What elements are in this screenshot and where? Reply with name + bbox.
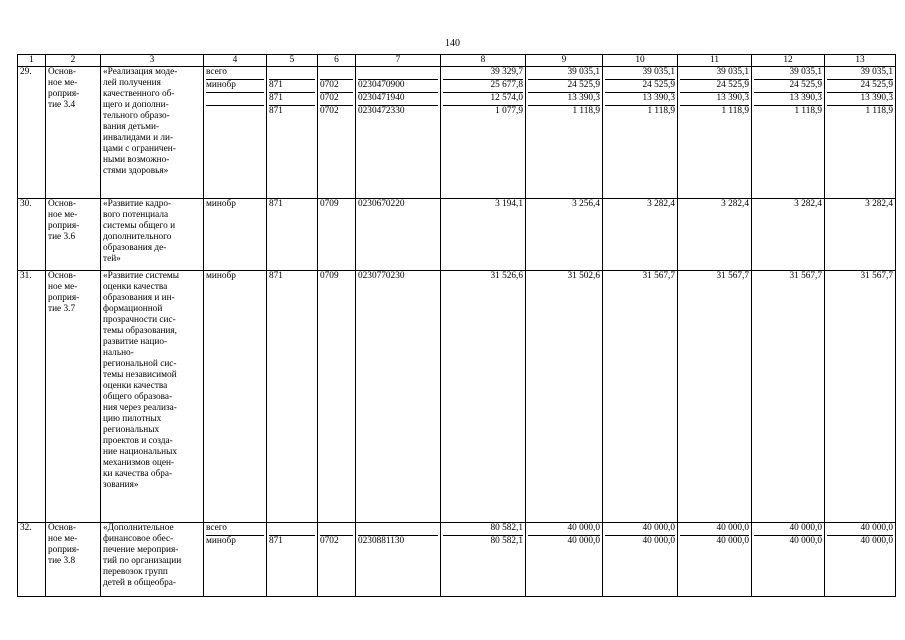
- amount-value: 80 582,1: [443, 523, 523, 536]
- measure-name-line: образования де-: [103, 243, 167, 253]
- executor: всего: [206, 67, 264, 80]
- amount-value: 39 329,7: [443, 67, 523, 80]
- measure-name-line: «Реализация моде-: [103, 67, 178, 77]
- target-article-code: 0230670220: [358, 199, 405, 209]
- target-article-code-cell: [356, 523, 441, 597]
- grbs-code: [269, 67, 315, 80]
- measure-type-line: Основ-: [48, 271, 76, 281]
- measure-name: [101, 271, 204, 523]
- executor: минобр: [206, 271, 236, 281]
- amount-value: 3 194,1: [495, 199, 523, 209]
- measure-name-line: региональной сис-: [103, 359, 177, 369]
- amount-value-cell: [752, 271, 825, 523]
- amount-value: 13 390,3: [605, 93, 675, 106]
- grbs-code-cell: [267, 271, 318, 523]
- amount-value: 13 390,3: [754, 93, 822, 106]
- measure-type-line: тие 3.7: [48, 304, 76, 314]
- amount-value: 31 567,7: [642, 271, 675, 281]
- measure-name-line: финансовое обес-: [103, 534, 174, 544]
- column-header: 8: [441, 55, 526, 67]
- amount-value: 25 677,8: [443, 80, 523, 93]
- amount-value: 40 000,0: [528, 523, 600, 536]
- amount-value-cell: [526, 199, 603, 271]
- section-code-cell: [318, 67, 356, 199]
- measure-name-line: лей получения: [103, 78, 161, 88]
- measure-type-line: ное ме-: [48, 282, 78, 292]
- column-header: 1: [18, 55, 46, 67]
- amount-value: 40 000,0: [827, 523, 893, 536]
- executor: [206, 93, 264, 106]
- row-number: 29.: [18, 67, 46, 199]
- measure-name-line: вания детьми-: [103, 122, 160, 132]
- grbs-code: 871: [269, 199, 283, 209]
- target-article-code: 0230472330: [358, 106, 405, 116]
- measure-type: [46, 523, 101, 597]
- measure-name-line: образования и ин-: [103, 293, 175, 303]
- amount-value: 3 282,4: [794, 199, 822, 209]
- grbs-code: 871: [269, 536, 283, 546]
- header-row: [18, 55, 896, 67]
- measure-type: [46, 67, 101, 199]
- measure-name-line: проектов и созда-: [103, 436, 173, 446]
- measure-name-line: ными возможно-: [103, 155, 170, 165]
- amount-value-cell: [678, 523, 752, 597]
- amount-value: 1 118,9: [647, 106, 675, 116]
- amount-value: 13 390,3: [680, 93, 749, 106]
- column-header: 9: [526, 55, 603, 67]
- executor: минобр: [206, 199, 236, 209]
- amount-value: 1 077,9: [495, 106, 523, 116]
- amount-value: 24 525,9: [754, 80, 822, 93]
- measure-name: [101, 523, 204, 597]
- amount-value-cell: [441, 271, 526, 523]
- amount-value: 13 390,3: [827, 93, 893, 106]
- grbs-code: 871: [269, 93, 315, 106]
- section-code: 0702: [320, 93, 353, 106]
- amount-value: 31 567,7: [789, 271, 822, 281]
- amount-value: 3 282,4: [647, 199, 675, 209]
- amount-value-cell: [752, 523, 825, 597]
- measure-name-line: темы независимой: [103, 370, 177, 380]
- amount-value: 39 035,1: [528, 67, 600, 80]
- measure-name: [101, 199, 204, 271]
- measure-type-line: тие 3.4: [48, 100, 76, 110]
- amount-value-cell: [603, 67, 678, 199]
- amount-value-cell: [825, 523, 896, 597]
- executor-cell: [204, 523, 267, 597]
- amount-value-cell: [825, 199, 896, 271]
- amount-value: 40 000,0: [754, 523, 822, 536]
- table-row: [18, 523, 896, 597]
- amount-value-cell: [526, 67, 603, 199]
- measure-type-line: ное ме-: [48, 210, 78, 220]
- target-article-code: 0230470900: [358, 80, 438, 93]
- measure-name-line: общего образова-: [103, 392, 173, 402]
- executor: [206, 106, 264, 118]
- measure-name-line: щего и дополни-: [103, 100, 169, 110]
- amount-value-cell: [603, 199, 678, 271]
- amount-value: 1 118,9: [865, 106, 893, 116]
- measure-name-line: ние национальных: [103, 447, 178, 457]
- measure-name-line: детей в общеобра-: [103, 578, 176, 588]
- amount-value: 13 390,3: [528, 93, 600, 106]
- amount-value-cell: [752, 199, 825, 271]
- section-code: 0709: [320, 271, 339, 281]
- amount-value-cell: [441, 67, 526, 199]
- measure-name-line: зования»: [103, 480, 139, 490]
- row-number: 31.: [18, 271, 46, 523]
- section-code-cell: [318, 199, 356, 271]
- measure-type-line: Основ-: [48, 523, 76, 533]
- executor-cell: [204, 199, 267, 271]
- measure-name-line: инвалидами и ли-: [103, 133, 174, 143]
- measure-name-line: региональных: [103, 425, 160, 435]
- measure-type-line: тие 3.6: [48, 232, 76, 242]
- measure-type-line: роприя-: [48, 221, 80, 231]
- target-article-code: [358, 67, 438, 80]
- measure-name-line: оценки качества: [103, 381, 168, 391]
- amount-value: 24 525,9: [528, 80, 600, 93]
- measure-type-line: Основ-: [48, 199, 76, 209]
- section-code: 0702: [320, 80, 353, 93]
- executor: всего: [206, 523, 264, 536]
- amount-value: 3 256,4: [572, 199, 600, 209]
- measure-name-line: развитие нацио-: [103, 337, 168, 347]
- executor-cell: [204, 67, 267, 199]
- column-header: 12: [752, 55, 825, 67]
- measure-name-line: прозрачности сис-: [103, 315, 176, 325]
- measure-name-line: формационной: [103, 304, 163, 314]
- amount-value-cell: [752, 67, 825, 199]
- executor-cell: [204, 271, 267, 523]
- target-article-code: 0230770230: [358, 271, 405, 281]
- column-header: 6: [318, 55, 356, 67]
- amount-value: 3 282,4: [721, 199, 749, 209]
- measure-name-line: вого потенциала: [103, 210, 169, 220]
- grbs-code-cell: [267, 199, 318, 271]
- measure-type: [46, 199, 101, 271]
- amount-value: 40 000,0: [860, 536, 893, 546]
- measure-name-line: нально-: [103, 348, 134, 358]
- amount-value: 40 000,0: [789, 536, 822, 546]
- grbs-code: 871: [269, 80, 315, 93]
- amount-value: 3 282,4: [865, 199, 893, 209]
- target-article-code: [358, 523, 438, 536]
- measure-name-line: печение мероприя-: [103, 545, 179, 555]
- section-code-cell: [318, 271, 356, 523]
- section-code: [320, 523, 353, 536]
- amount-value: 80 582,1: [490, 536, 523, 546]
- amount-value: 40 000,0: [680, 523, 749, 536]
- amount-value: 1 118,9: [794, 106, 822, 116]
- amount-value: 40 000,0: [605, 523, 675, 536]
- measure-name-line: ки качества обра-: [103, 469, 173, 479]
- measure-type-line: роприя-: [48, 293, 80, 303]
- measure-name-line: цию пилотных: [103, 414, 162, 424]
- amount-value: 24 525,9: [827, 80, 893, 93]
- amount-value: 40 000,0: [567, 536, 600, 546]
- amount-value: 39 035,1: [754, 67, 822, 80]
- amount-value: 39 035,1: [827, 67, 893, 80]
- executor: минобр: [206, 80, 264, 93]
- amount-value: 39 035,1: [605, 67, 675, 80]
- measure-type-line: тие 3.8: [48, 556, 76, 566]
- measure-name-line: механизмов оцен-: [103, 458, 175, 468]
- amount-value-cell: [678, 199, 752, 271]
- amount-value-cell: [603, 523, 678, 597]
- grbs-code-cell: [267, 67, 318, 199]
- row-number: 30.: [18, 199, 46, 271]
- measure-name-line: «Развитие кадро-: [103, 199, 172, 209]
- amount-value: 1 118,9: [572, 106, 600, 116]
- executor: минобр: [206, 536, 236, 546]
- section-code: [320, 67, 353, 80]
- target-article-code: 0230471940: [358, 93, 438, 106]
- amount-value: 1 118,9: [721, 106, 749, 116]
- amount-value-cell: [825, 271, 896, 523]
- target-article-code-cell: [356, 199, 441, 271]
- measure-name-line: цами с ограничен-: [103, 144, 176, 154]
- amount-value: 40 000,0: [642, 536, 675, 546]
- amount-value-cell: [526, 523, 603, 597]
- column-header: 7: [356, 55, 441, 67]
- amount-value: 24 525,9: [605, 80, 675, 93]
- measure-name-line: дополнительного: [103, 232, 172, 242]
- measure-name-line: стями здоровья»: [103, 166, 169, 176]
- grbs-code: 871: [269, 106, 283, 116]
- amount-value-cell: [825, 67, 896, 199]
- measure-type-line: Основ-: [48, 67, 76, 77]
- measure-name-line: системы общего и: [103, 221, 176, 231]
- measure-name-line: качественного об-: [103, 89, 175, 99]
- amount-value-cell: [603, 271, 678, 523]
- column-header: 2: [46, 55, 101, 67]
- amount-value-cell: [678, 67, 752, 199]
- measure-type-line: ное ме-: [48, 534, 78, 544]
- amount-value-cell: [441, 199, 526, 271]
- row-number: 32.: [18, 523, 46, 597]
- column-header: 13: [825, 55, 896, 67]
- amount-value: 24 525,9: [680, 80, 749, 93]
- measure-name-line: тей»: [103, 254, 121, 264]
- column-header: 3: [101, 55, 204, 67]
- amount-value: 40 000,0: [716, 536, 749, 546]
- section-code: 0709: [320, 199, 339, 209]
- amount-value: 31 502,6: [567, 271, 600, 281]
- target-article-code-cell: [356, 67, 441, 199]
- page-number: 140: [445, 38, 460, 49]
- table-row: [18, 199, 896, 271]
- measure-name-line: ния через реализа-: [103, 403, 177, 413]
- amount-value-cell: [526, 271, 603, 523]
- amount-value: 31 567,7: [860, 271, 893, 281]
- target-article-code: 0230881130: [358, 536, 405, 546]
- measure-name-line: «Развитие системы: [103, 271, 180, 281]
- column-header: 4: [204, 55, 267, 67]
- amount-value-cell: [441, 523, 526, 597]
- measure-type: [46, 271, 101, 523]
- section-code: 0702: [320, 106, 339, 116]
- budget-table: [17, 54, 896, 597]
- amount-value-cell: [678, 271, 752, 523]
- amount-value: 31 526,6: [490, 271, 523, 281]
- measure-name-line: «Дополнительное: [103, 523, 174, 533]
- measure-type-line: роприя-: [48, 545, 80, 555]
- amount-value: 12 574,0: [443, 93, 523, 106]
- target-article-code-cell: [356, 271, 441, 523]
- table-row: [18, 67, 896, 199]
- measure-type-line: ное ме-: [48, 78, 78, 88]
- column-header: 5: [267, 55, 318, 67]
- column-header: 10: [603, 55, 678, 67]
- section-code-cell: [318, 523, 356, 597]
- measure-name-line: тельного образо-: [103, 111, 170, 121]
- amount-value: 39 035,1: [680, 67, 749, 80]
- measure-name-line: перевозок групп: [103, 567, 168, 577]
- section-code: 0702: [320, 536, 339, 546]
- table-row: [18, 271, 896, 523]
- grbs-code: 871: [269, 271, 283, 281]
- amount-value: 31 567,7: [716, 271, 749, 281]
- measure-name: [101, 67, 204, 199]
- column-header: 11: [678, 55, 752, 67]
- grbs-code: [269, 523, 315, 536]
- grbs-code-cell: [267, 523, 318, 597]
- measure-name-line: тий по организации: [103, 556, 182, 566]
- measure-name-line: темы образования,: [103, 326, 178, 336]
- measure-type-line: роприя-: [48, 89, 80, 99]
- measure-name-line: оценки качества: [103, 282, 168, 292]
